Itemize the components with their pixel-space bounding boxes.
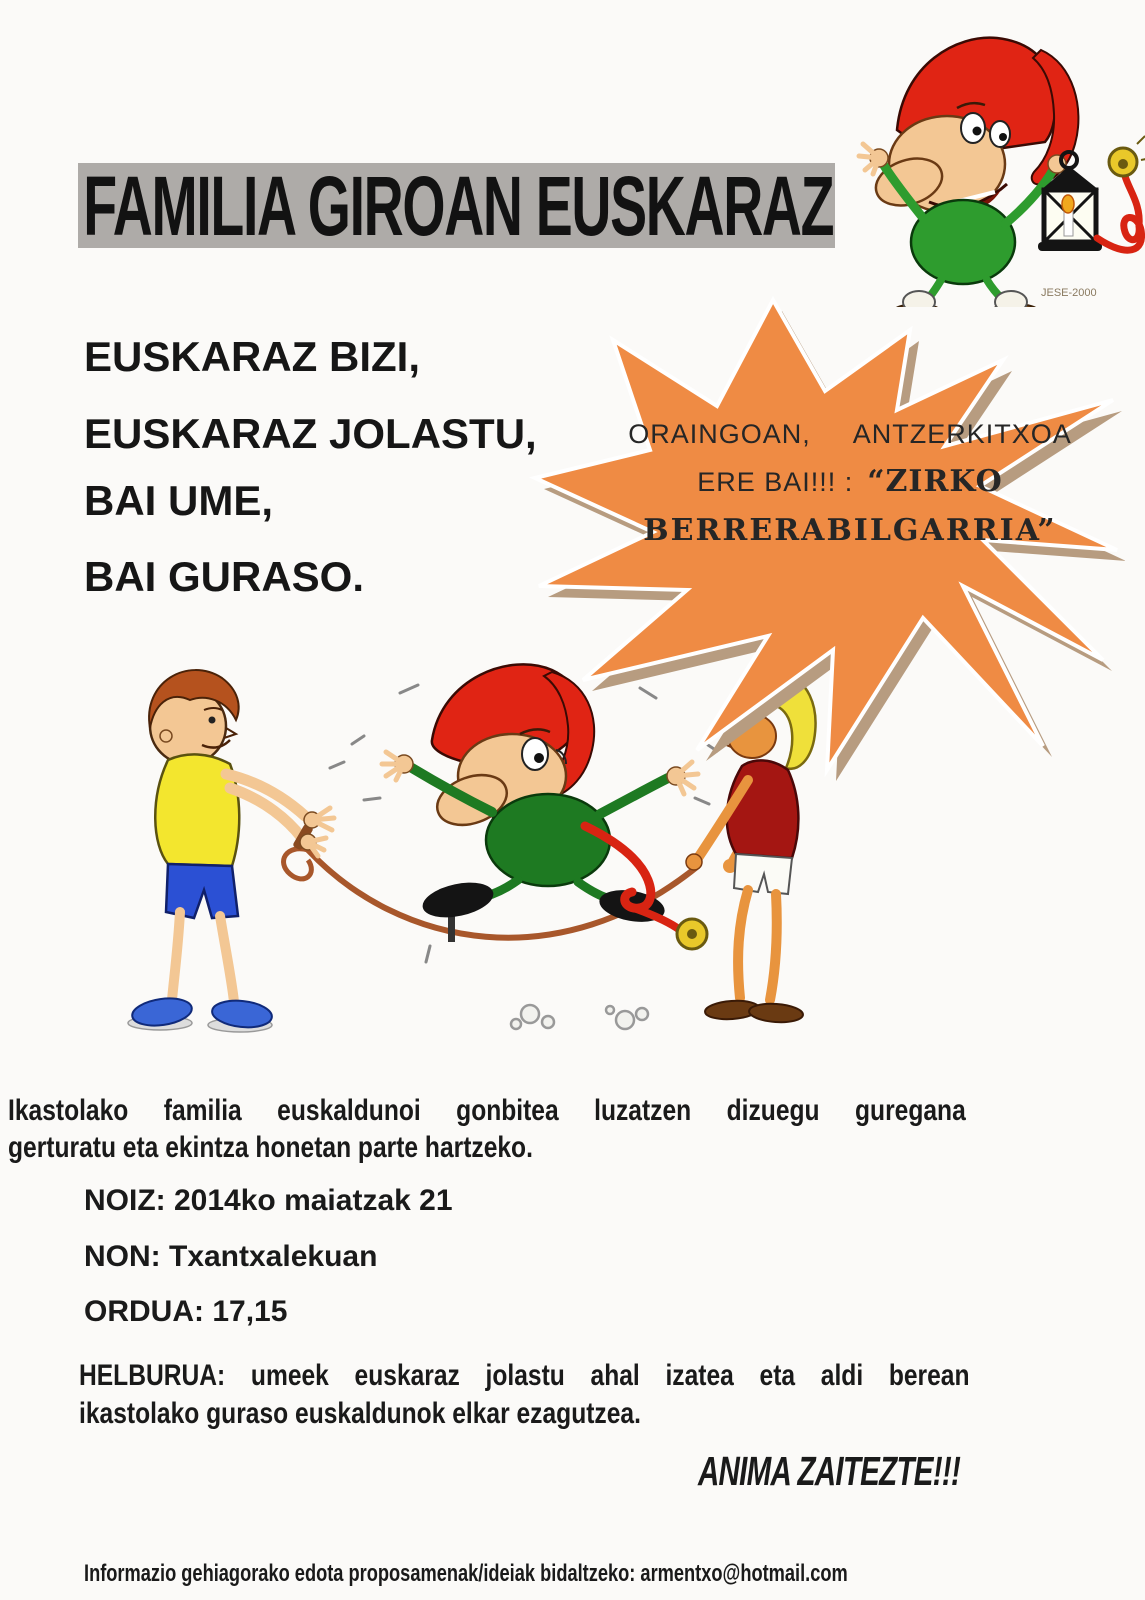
slogan-line: EUSKARAZ JOLASTU, [84, 410, 537, 457]
starburst-line1: ORAINGOAN, ANTZERKITXOA [628, 419, 1072, 449]
starburst-line2-prefix: ERE BAI!!! : [697, 467, 854, 497]
gnome-illustration [845, 12, 1145, 307]
dust-puffs [511, 1005, 648, 1029]
goal-paragraph [79, 1357, 970, 1433]
starburst-line3: BERRERABILGARRIA” [643, 513, 1057, 548]
goal-line: ikastolako guraso euskaldunok elkar ezagutzea. [79, 1397, 641, 1430]
starburst-line2 [612, 464, 1088, 499]
cta-text: ANIMA ZAITEZTE!!! [697, 1448, 960, 1494]
detail-time: ORDUA: 17,15 [84, 1295, 288, 1328]
slogan-line: BAI UME, [84, 477, 273, 524]
invitation-line: gerturatu eta ekintza honetan parte hartzeko. [8, 1131, 533, 1164]
gnome-figure [859, 38, 1145, 307]
slogan-line: EUSKARAZ BIZI, [84, 333, 420, 380]
footer-contact: Informazio gehiagorako edota proposamenak/ideiak bidaltzeko: armentxo@hotmail.com [84, 1560, 848, 1587]
invitation-line: Ikastolako familia euskaldunoi gonbitea luzatzen dizuegu guregana [8, 1094, 966, 1127]
goal-line: HELBURUA: umeek euskaraz jolastu ahal izatea eta aldi berean [79, 1359, 970, 1392]
detail-when: NOIZ: 2014ko maiatzak 21 [84, 1184, 453, 1217]
artist-signature: JESE-2000 [1041, 287, 1097, 299]
slogan-line: BAI GURASO. [84, 553, 365, 600]
title-bar [78, 158, 835, 253]
bell-icon [1109, 136, 1145, 176]
starburst-line2-quote: “ZIRKO [867, 464, 1003, 499]
cta-container [84, 1448, 960, 1495]
invitation-paragraph [8, 1092, 966, 1166]
page-title: FAMILIA GIROAN EUSKARAZ [83, 158, 834, 253]
detail-where: NON: Txantxalekuan [84, 1240, 378, 1273]
